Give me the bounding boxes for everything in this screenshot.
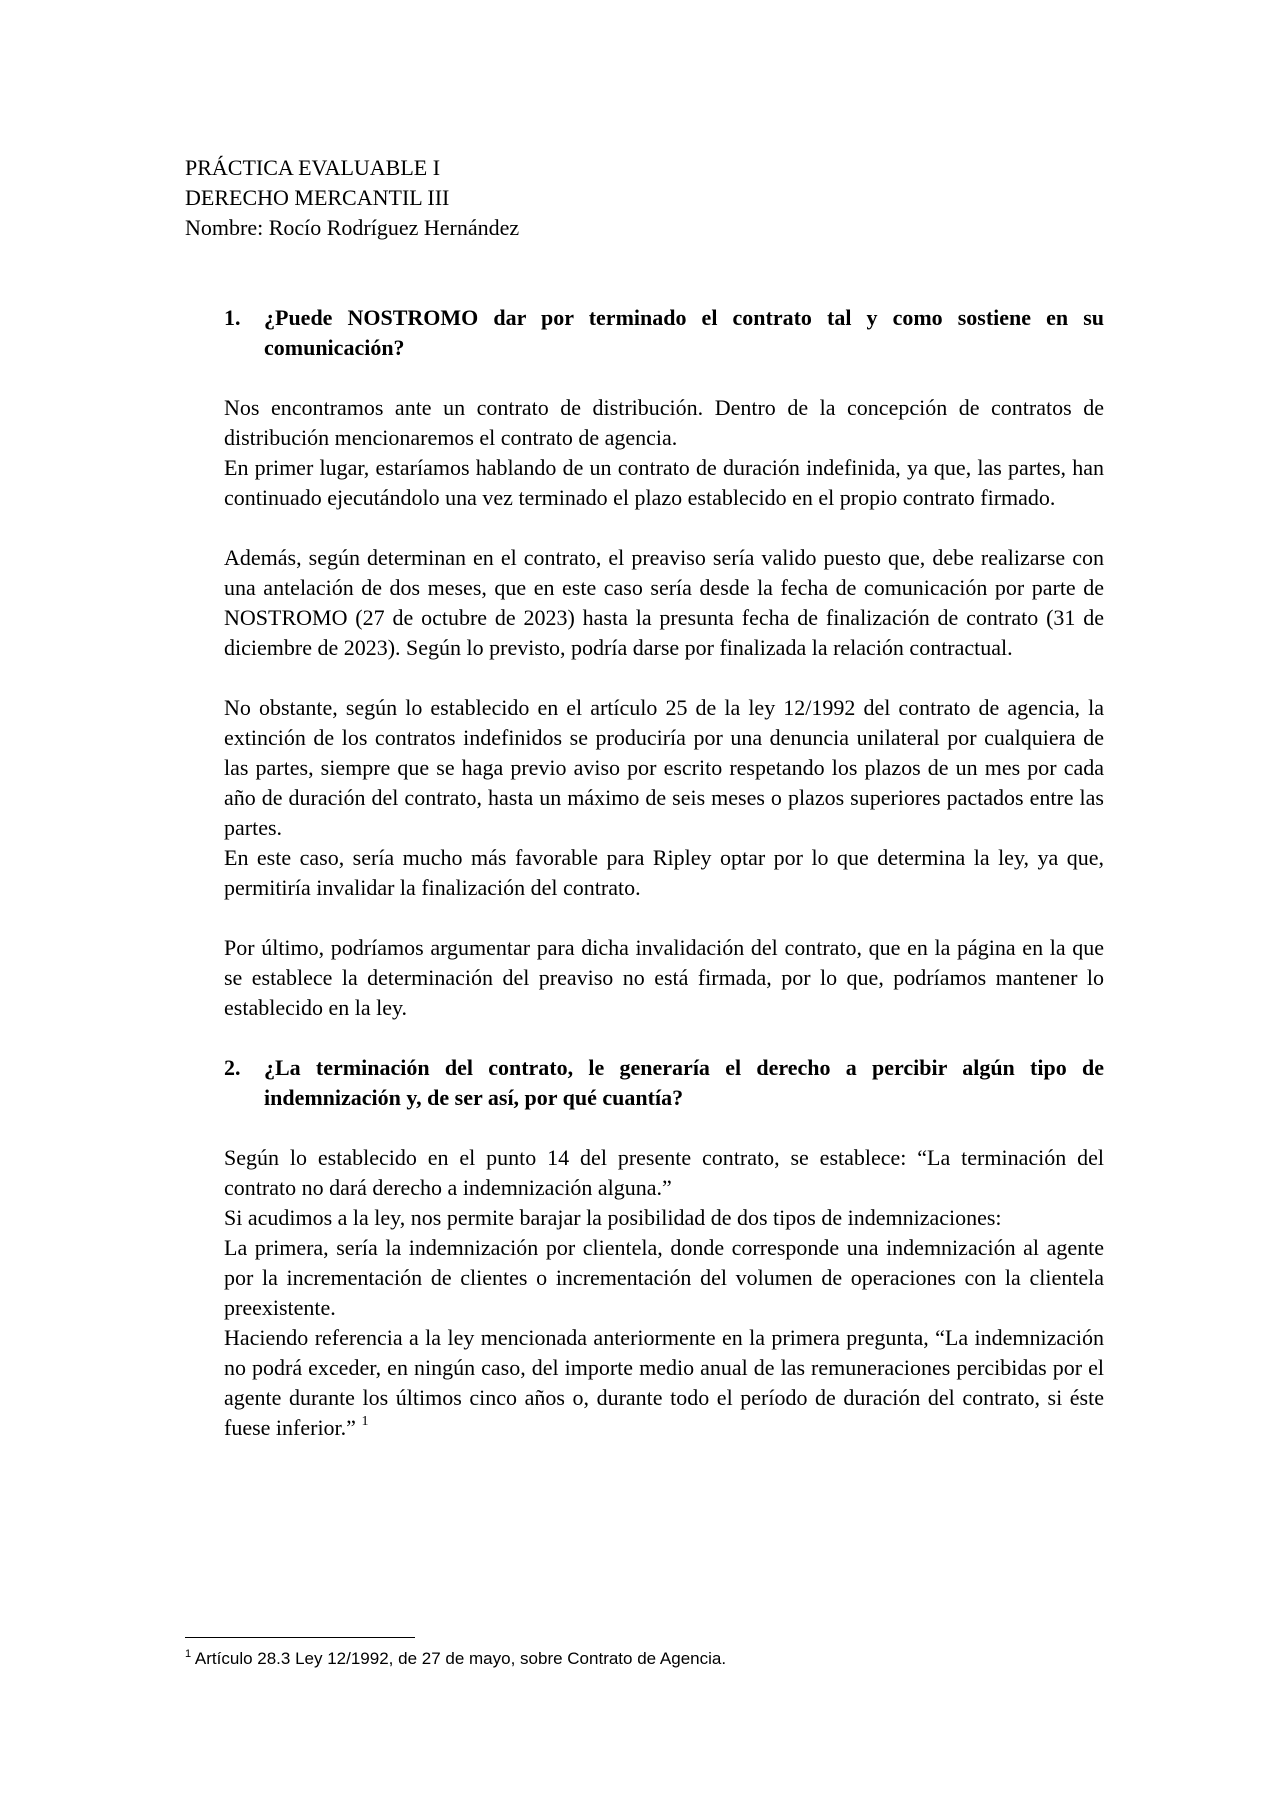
header-subject: DERECHO MERCANTIL III <box>185 185 450 210</box>
document-header <box>185 153 1105 243</box>
answer-2-paragraph: Si acudimos a la ley, nos permite barajar la posibilidad de dos tipos de indemnizaciones: <box>224 1205 1002 1230</box>
question-1-number: 1. <box>224 305 241 330</box>
footnote-reference[interactable]: 1 <box>361 1414 369 1429</box>
document-body <box>224 303 1104 1443</box>
header-title: PRÁCTICA EVALUABLE I <box>185 155 441 180</box>
question-1-text: ¿Puede NOSTROMO dar por terminado el contrato tal y como sostiene en su comunicación? <box>264 305 1104 360</box>
answer-1-paragraph: En este caso, sería mucho más favorable para Ripley optar por lo que determina la ley, ya que, permitiría invalidar la finalización del contrato. <box>224 845 1104 900</box>
answer-1-paragraph: Además, según determinan en el contrato, el preaviso sería valido puesto que, debe realizarse con una antelación de dos meses, que en este caso sería desde la fecha de comunicación por parte de NOSTROMO (27 de octubre de 2023) hasta la presunta fecha de finalización de contrato (31 de diciembre de 2023). Según lo previsto, podría darse por finalizada la relación contractual. <box>224 545 1104 660</box>
question-1-heading <box>224 303 1104 363</box>
answer-2-paragraph: Según lo establecido en el punto 14 del presente contrato, se establece: “La terminación del contrato no dará derecho a indemnización alguna.” <box>224 1145 1104 1200</box>
footnote-text: Artículo 28.3 Ley 12/1992, de 27 de mayo, sobre Contrato de Agencia. <box>194 1649 727 1668</box>
footnote-marker: 1 <box>185 1648 192 1660</box>
question-2-heading <box>224 1053 1104 1113</box>
footnote <box>185 1648 1085 1670</box>
answer-1-paragraph: Por último, podríamos argumentar para dicha invalidación del contrato, que en la página en la que se establece la determinación del preaviso no está firmada, por lo que, podríamos mantener lo establecido en la ley. <box>224 935 1104 1020</box>
footnote-separator <box>185 1637 415 1638</box>
answer-1-paragraph: No obstante, según lo establecido en el artículo 25 de la ley 12/1992 del contrato de agencia, la extinción de los contratos indefinidos se produciría por una denuncia unilateral por cualquiera de las partes, siempre que se haga previo aviso por escrito respetando los plazos de un mes por cada año de duración del contrato, hasta un máximo de seis meses o plazos superiores pactados entre las partes. <box>224 695 1104 840</box>
answer-2-paragraph <box>224 1323 1104 1443</box>
header-student-name: Nombre: Rocío Rodríguez Hernández <box>185 215 520 240</box>
answer-2-paragraph: La primera, sería la indemnización por clientela, donde corresponde una indemnización al agente por la incrementación de clientes o incrementación del volumen de operaciones con la clientela preexistente. <box>224 1235 1104 1320</box>
answer-1-paragraph: En primer lugar, estaríamos hablando de un contrato de duración indefinida, ya que, las partes, han continuado ejecutándolo una vez terminado el plazo establecido en el propio contrato firmado. <box>224 455 1104 510</box>
answer-1-paragraph: Nos encontramos ante un contrato de distribución. Dentro de la concepción de contratos de distribución mencionaremos el contrato de agencia. <box>224 395 1104 450</box>
answer-2-quote-text: Haciendo referencia a la ley mencionada anteriormente en la primera pregunta, “La indemnización no podrá exceder, en ningún caso, del importe medio anual de las remuneraciones percibidas por el agente durante los últimos cinco años o, durante todo el período de duración del contrato, si éste fuese inferior.” <box>224 1325 1104 1440</box>
question-2-text: ¿La terminación del contrato, le generaría el derecho a percibir algún tipo de indemnización y, de ser así, por qué cuantía? <box>264 1055 1104 1110</box>
question-2-number: 2. <box>224 1055 241 1080</box>
